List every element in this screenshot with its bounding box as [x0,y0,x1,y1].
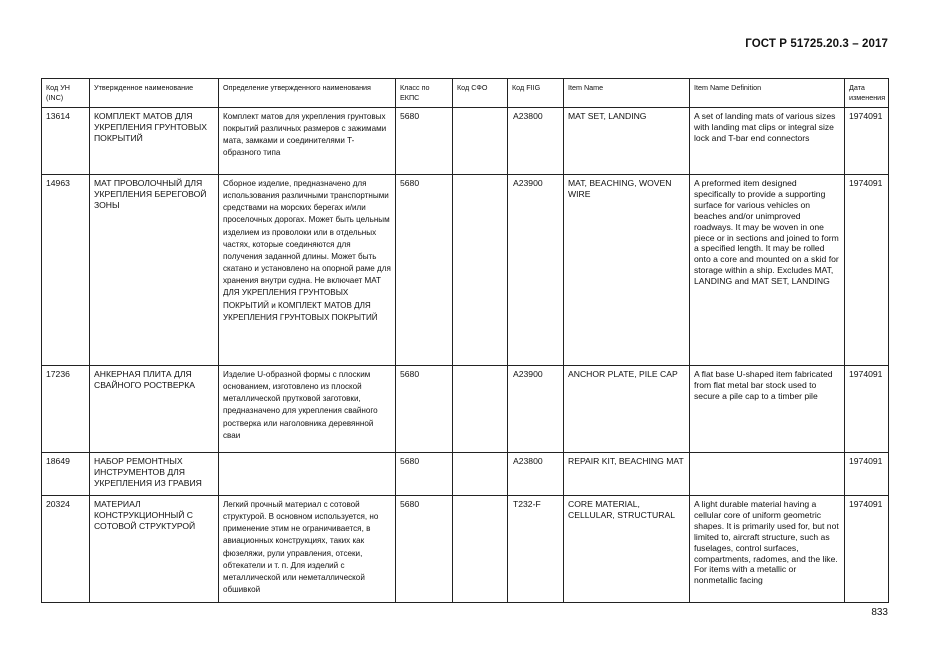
cell-change-date: 1974091 [845,496,889,603]
cell-approved-name: АНКЕРНАЯ ПЛИТА ДЛЯ СВАЙНОГО РОСТВЕРКА [90,366,219,453]
cell-change-date: 1974091 [845,175,889,366]
cell-ekps-class: 5680 [396,453,453,496]
table-header-row [42,79,889,108]
cell-item-name-definition [690,453,845,496]
cell-sfo-code [453,175,508,366]
cell-sfo-code [453,366,508,453]
cell-change-date: 1974091 [845,366,889,453]
cell-code-un: 18649 [42,453,90,496]
cell-ekps-class: 5680 [396,366,453,453]
cell-sfo-code [453,108,508,175]
header-approved-definition: Определение утвержденного наименования [219,79,396,108]
cell-change-date: 1974091 [845,453,889,496]
header-code-un: Код УН (INC) [42,79,90,108]
cell-ekps-class: 5680 [396,175,453,366]
cell-approved-name: МАТ ПРОВОЛОЧНЫЙ ДЛЯ УКРЕПЛЕНИЯ БЕРЕГОВОЙ ЗОНЫ [90,175,219,366]
cell-sfo-code [453,453,508,496]
cell-item-name: CORE MATERIAL, CELLULAR, STRUCTURAL [564,496,690,603]
header-item-name: Item Name [564,79,690,108]
document-standard-title: ГОСТ Р 51725.20.3 – 2017 [745,38,888,50]
header-fiig-code: Код FIIG [508,79,564,108]
cell-item-name: MAT, BEACHING, WOVEN WIRE [564,175,690,366]
cell-fiig-code: A23900 [508,175,564,366]
table-row [42,366,889,453]
cell-item-name-definition: A set of landing mats of various sizes with landing mat clips or integral size lock and T-bar end connectors [690,108,845,175]
table-row [42,108,889,175]
cell-item-name-definition: A preformed item designed specifically to provide a supporting surface for various vehicles on beaches and/or unimproved roadways. It may be woven in one piece or in sections and joined to form a specified length. It may be rolled onto a core and mounted on a skid for storage within a ship. Excludes MAT, LANDING and MAT SET, LANDING [690,175,845,366]
cell-code-un: 14963 [42,175,90,366]
cell-fiig-code: A23800 [508,453,564,496]
cell-item-name: REPAIR KIT, BEACHING MAT [564,453,690,496]
cell-fiig-code: A23800 [508,108,564,175]
cell-approved-name: НАБОР РЕМОНТНЫХ ИНСТРУМЕНТОВ ДЛЯ УКРЕПЛЕНИЯ ИЗ ГРАВИЯ [90,453,219,496]
table-row [42,175,889,366]
cell-change-date: 1974091 [845,108,889,175]
header-approved-name: Утвержденное наименование [90,79,219,108]
cell-item-name: ANCHOR PLATE, PILE CAP [564,366,690,453]
cell-approved-definition: Комплект матов для укрепления грунтовых покрытий различных размеров с зажимами мата, замками и соединителями T-образного типа [219,108,396,175]
cell-ekps-class: 5680 [396,108,453,175]
cell-code-un: 20324 [42,496,90,603]
cell-fiig-code: T232-F [508,496,564,603]
cell-item-name-definition: A flat base U-shaped item fabricated from flat metal bar stock used to secure a pile cap to a timber pile [690,366,845,453]
cell-ekps-class: 5680 [396,496,453,603]
nomenclature-table [41,78,889,603]
table-row [42,496,889,603]
cell-approved-definition [219,453,396,496]
cell-code-un: 17236 [42,366,90,453]
cell-approved-definition: Сборное изделие, предназначено для использования различными транспортными средствами на морских берегах и/или проселочных дорогах. Может быть цельным изделием из проволоки или в отдельных частях, которые соединяются для получения заданной длины. Может быть скатано и установлено на опорной раме для хранения внутри судна. Не включает МАТ ДЛЯ УКРЕПЛЕНИЯ ГРУНТОВЫХ ПОКРЫТИЙ и КОМПЛЕКТ МАТОВ ДЛЯ УКРЕПЛЕНИЯ ГРУНТОВЫХ ПОКРЫТИЙ [219,175,396,366]
cell-item-name: MAT SET, LANDING [564,108,690,175]
page-number: 833 [871,607,888,618]
table-row [42,453,889,496]
cell-item-name-definition: A light durable material having a cellular core of uniform geometric shapes. It is primarily used for, but not limited to, aircraft structure, such as fuselages, control surfaces, compartments, radomes, and the like. For items with a metallic or nonmetallic facing [690,496,845,603]
cell-approved-name: МАТЕРИАЛ КОНСТРУКЦИОННЫЙ С СОТОВОЙ СТРУКТУРОЙ [90,496,219,603]
cell-approved-definition: Изделие U-образной формы с плоским основанием, изготовлено из плоской металлической прутковой заготовки, предназначено для укрепления свайного ростверка или наголовника деревянной сваи [219,366,396,453]
cell-approved-name: КОМПЛЕКТ МАТОВ ДЛЯ УКРЕПЛЕНИЯ ГРУНТОВЫХ ПОКРЫТИЙ [90,108,219,175]
cell-approved-definition: Легкий прочный материал с сотовой структурой. В основном используется, но применение этим не ограничивается, в авиационных конструкциях, таких как фюзеляжи, рули управления, отсеки, обтекатели и т. п. Для изделий с металлической или неметаллической обшивкой [219,496,396,603]
cell-fiig-code: A23900 [508,366,564,453]
header-change-date: Дата изменения [845,79,889,108]
cell-sfo-code [453,496,508,603]
header-sfo-code: Код СФО [453,79,508,108]
header-item-name-definition: Item Name Definition [690,79,845,108]
header-ekps-class: Класс по ЕКПС [396,79,453,108]
cell-code-un: 13614 [42,108,90,175]
